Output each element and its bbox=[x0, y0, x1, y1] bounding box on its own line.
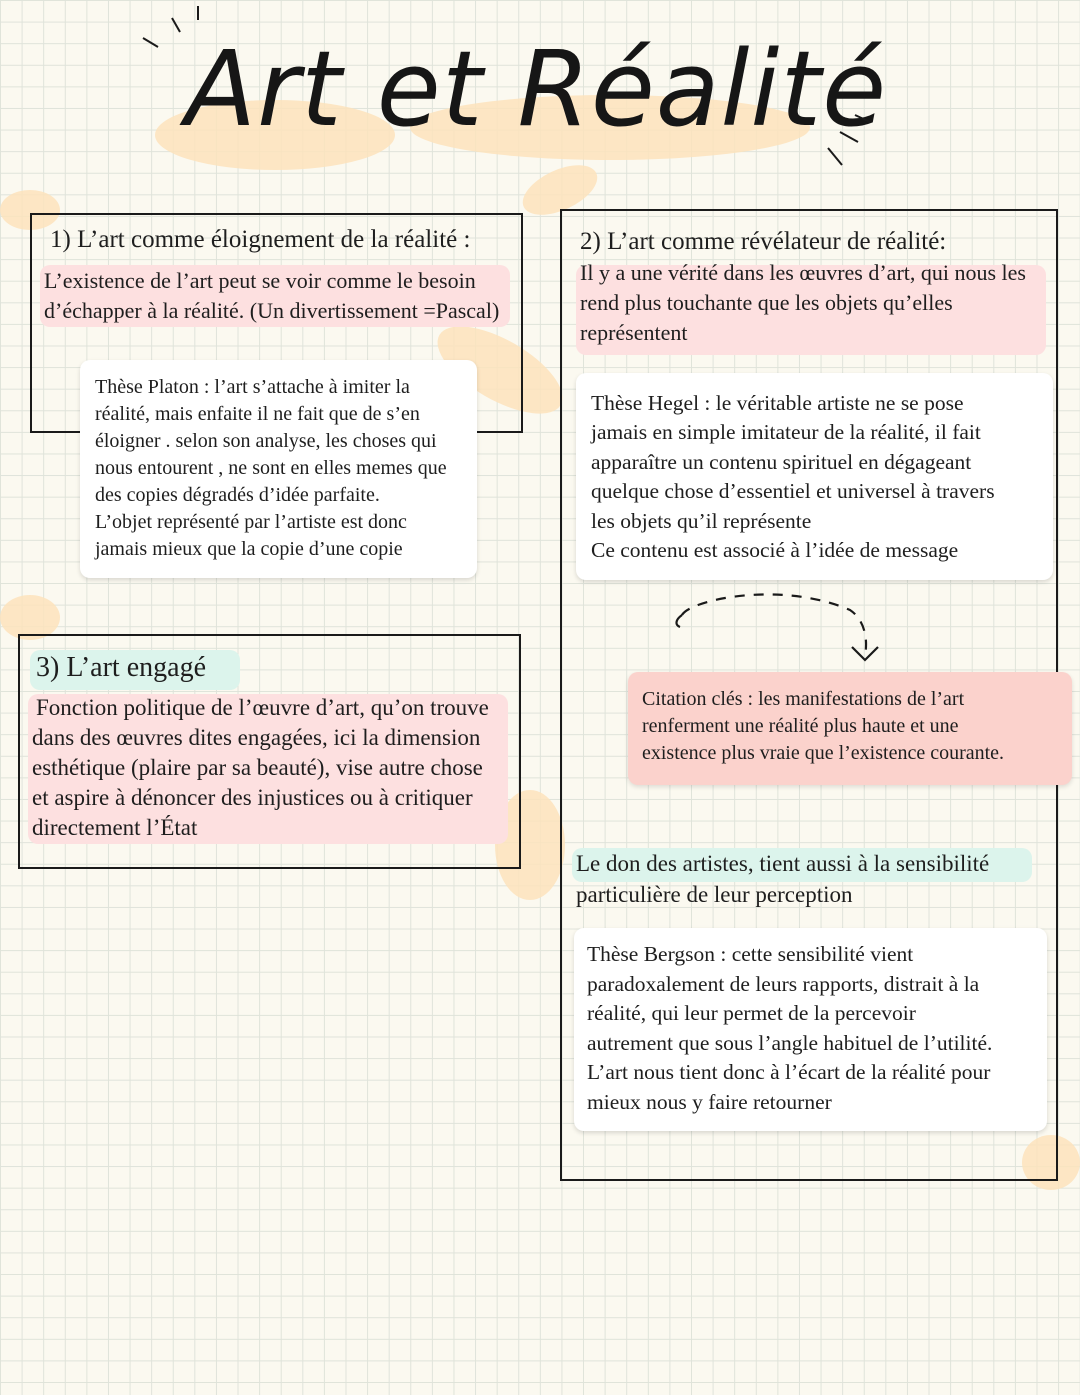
platon-line: jamais mieux que la copie d’une copie bbox=[95, 538, 403, 560]
citation-line: existence plus vraie que l’existence courante. bbox=[642, 742, 1005, 764]
citation-line: renferment une réalité plus haute et une bbox=[642, 715, 959, 737]
section3-line: et aspire à dénoncer des injustices ou à critiquer bbox=[32, 785, 473, 810]
hegel-line: jamais en simple imitateur de la réalité, il fait bbox=[591, 420, 981, 445]
section3-line: esthétique (plaire par sa beauté), vise autre chose bbox=[32, 755, 483, 780]
bergson-line: mieux nous y faire retourner bbox=[587, 1089, 832, 1114]
section2-line: rend plus touchante que les objets qu’elles bbox=[580, 290, 953, 315]
section3-line: Fonction politique de l’œuvre d’art, qu’on trouve bbox=[36, 695, 489, 720]
section3-line: directement l’État bbox=[32, 815, 198, 840]
platon-line: L’objet représenté par l’artiste est donc bbox=[95, 511, 407, 533]
section2-heading: 2) L’art comme révélateur de réalité: bbox=[580, 228, 947, 255]
hegel-line: quelque chose d’essentiel et universel à travers bbox=[591, 479, 995, 504]
section1-line: d’échapper à la réalité. (Un divertissement =Pascal) bbox=[44, 298, 500, 323]
bergson-line: L’art nous tient donc à l’écart de la réalité pour bbox=[587, 1060, 991, 1084]
don-line: particulière de leur perception bbox=[576, 882, 853, 907]
hegel-line: Thèse Hegel : le véritable artiste ne se pose bbox=[591, 391, 964, 415]
hegel-line: apparaître un contenu spirituel en dégageant bbox=[591, 449, 972, 474]
hegel-line: les objets qu’il représente bbox=[591, 508, 812, 533]
section2-line: Il y a une vérité dans les œuvres d’art, qui nous les bbox=[580, 260, 1026, 285]
platon-card bbox=[80, 360, 477, 578]
platon-line: des copies dégradés d’idée parfaite. bbox=[95, 484, 380, 506]
platon-line: nous entourent , ne sont en elles memes que bbox=[95, 457, 447, 479]
section1-heading: 1) L’art comme éloignement de la réalité : bbox=[50, 226, 471, 253]
section2-line: représentent bbox=[580, 320, 688, 345]
section3-content bbox=[32, 650, 512, 843]
section2-content bbox=[580, 226, 1050, 348]
don-line: Le don des artistes, tient aussi à la sensibilité bbox=[576, 851, 990, 876]
hegel-card bbox=[576, 373, 1053, 580]
bergson-line: réalité, qui leur permet de la percevoir bbox=[587, 1001, 916, 1025]
hegel-line: Ce contenu est associé à l’idée de message bbox=[591, 538, 959, 563]
citation-card bbox=[628, 672, 1072, 785]
bergson-card bbox=[574, 928, 1047, 1131]
section1-line: L’existence de l’art peut se voir comme le besoin bbox=[44, 268, 476, 293]
don-content bbox=[576, 848, 1056, 910]
citation-line: Citation clés : les manifestations de l’art bbox=[642, 688, 965, 710]
platon-line: Thèse Platon : l’art s’attache à imiter la bbox=[95, 376, 410, 398]
dashed-arrow-icon bbox=[660, 585, 890, 675]
title-accent-marks bbox=[0, 0, 1080, 200]
section1-content bbox=[44, 224, 514, 326]
platon-line: éloigner . selon son analyse, les choses qui bbox=[95, 430, 437, 452]
section3-heading: 3) L’art engagé bbox=[36, 652, 206, 683]
bergson-line: Thèse Bergson : cette sensibilité vient bbox=[587, 942, 914, 966]
bergson-line: autrement que sous l’angle habituel de l’utilité. bbox=[587, 1030, 993, 1055]
platon-line: réalité, mais enfaite il ne fait que de s’en bbox=[95, 403, 420, 425]
page-title: Art et Réalité bbox=[185, 28, 888, 150]
section3-line: dans des œuvres dites engagées, ici la dimension bbox=[32, 725, 481, 750]
bergson-line: paradoxalement de leurs rapports, distrait à la bbox=[587, 971, 980, 996]
